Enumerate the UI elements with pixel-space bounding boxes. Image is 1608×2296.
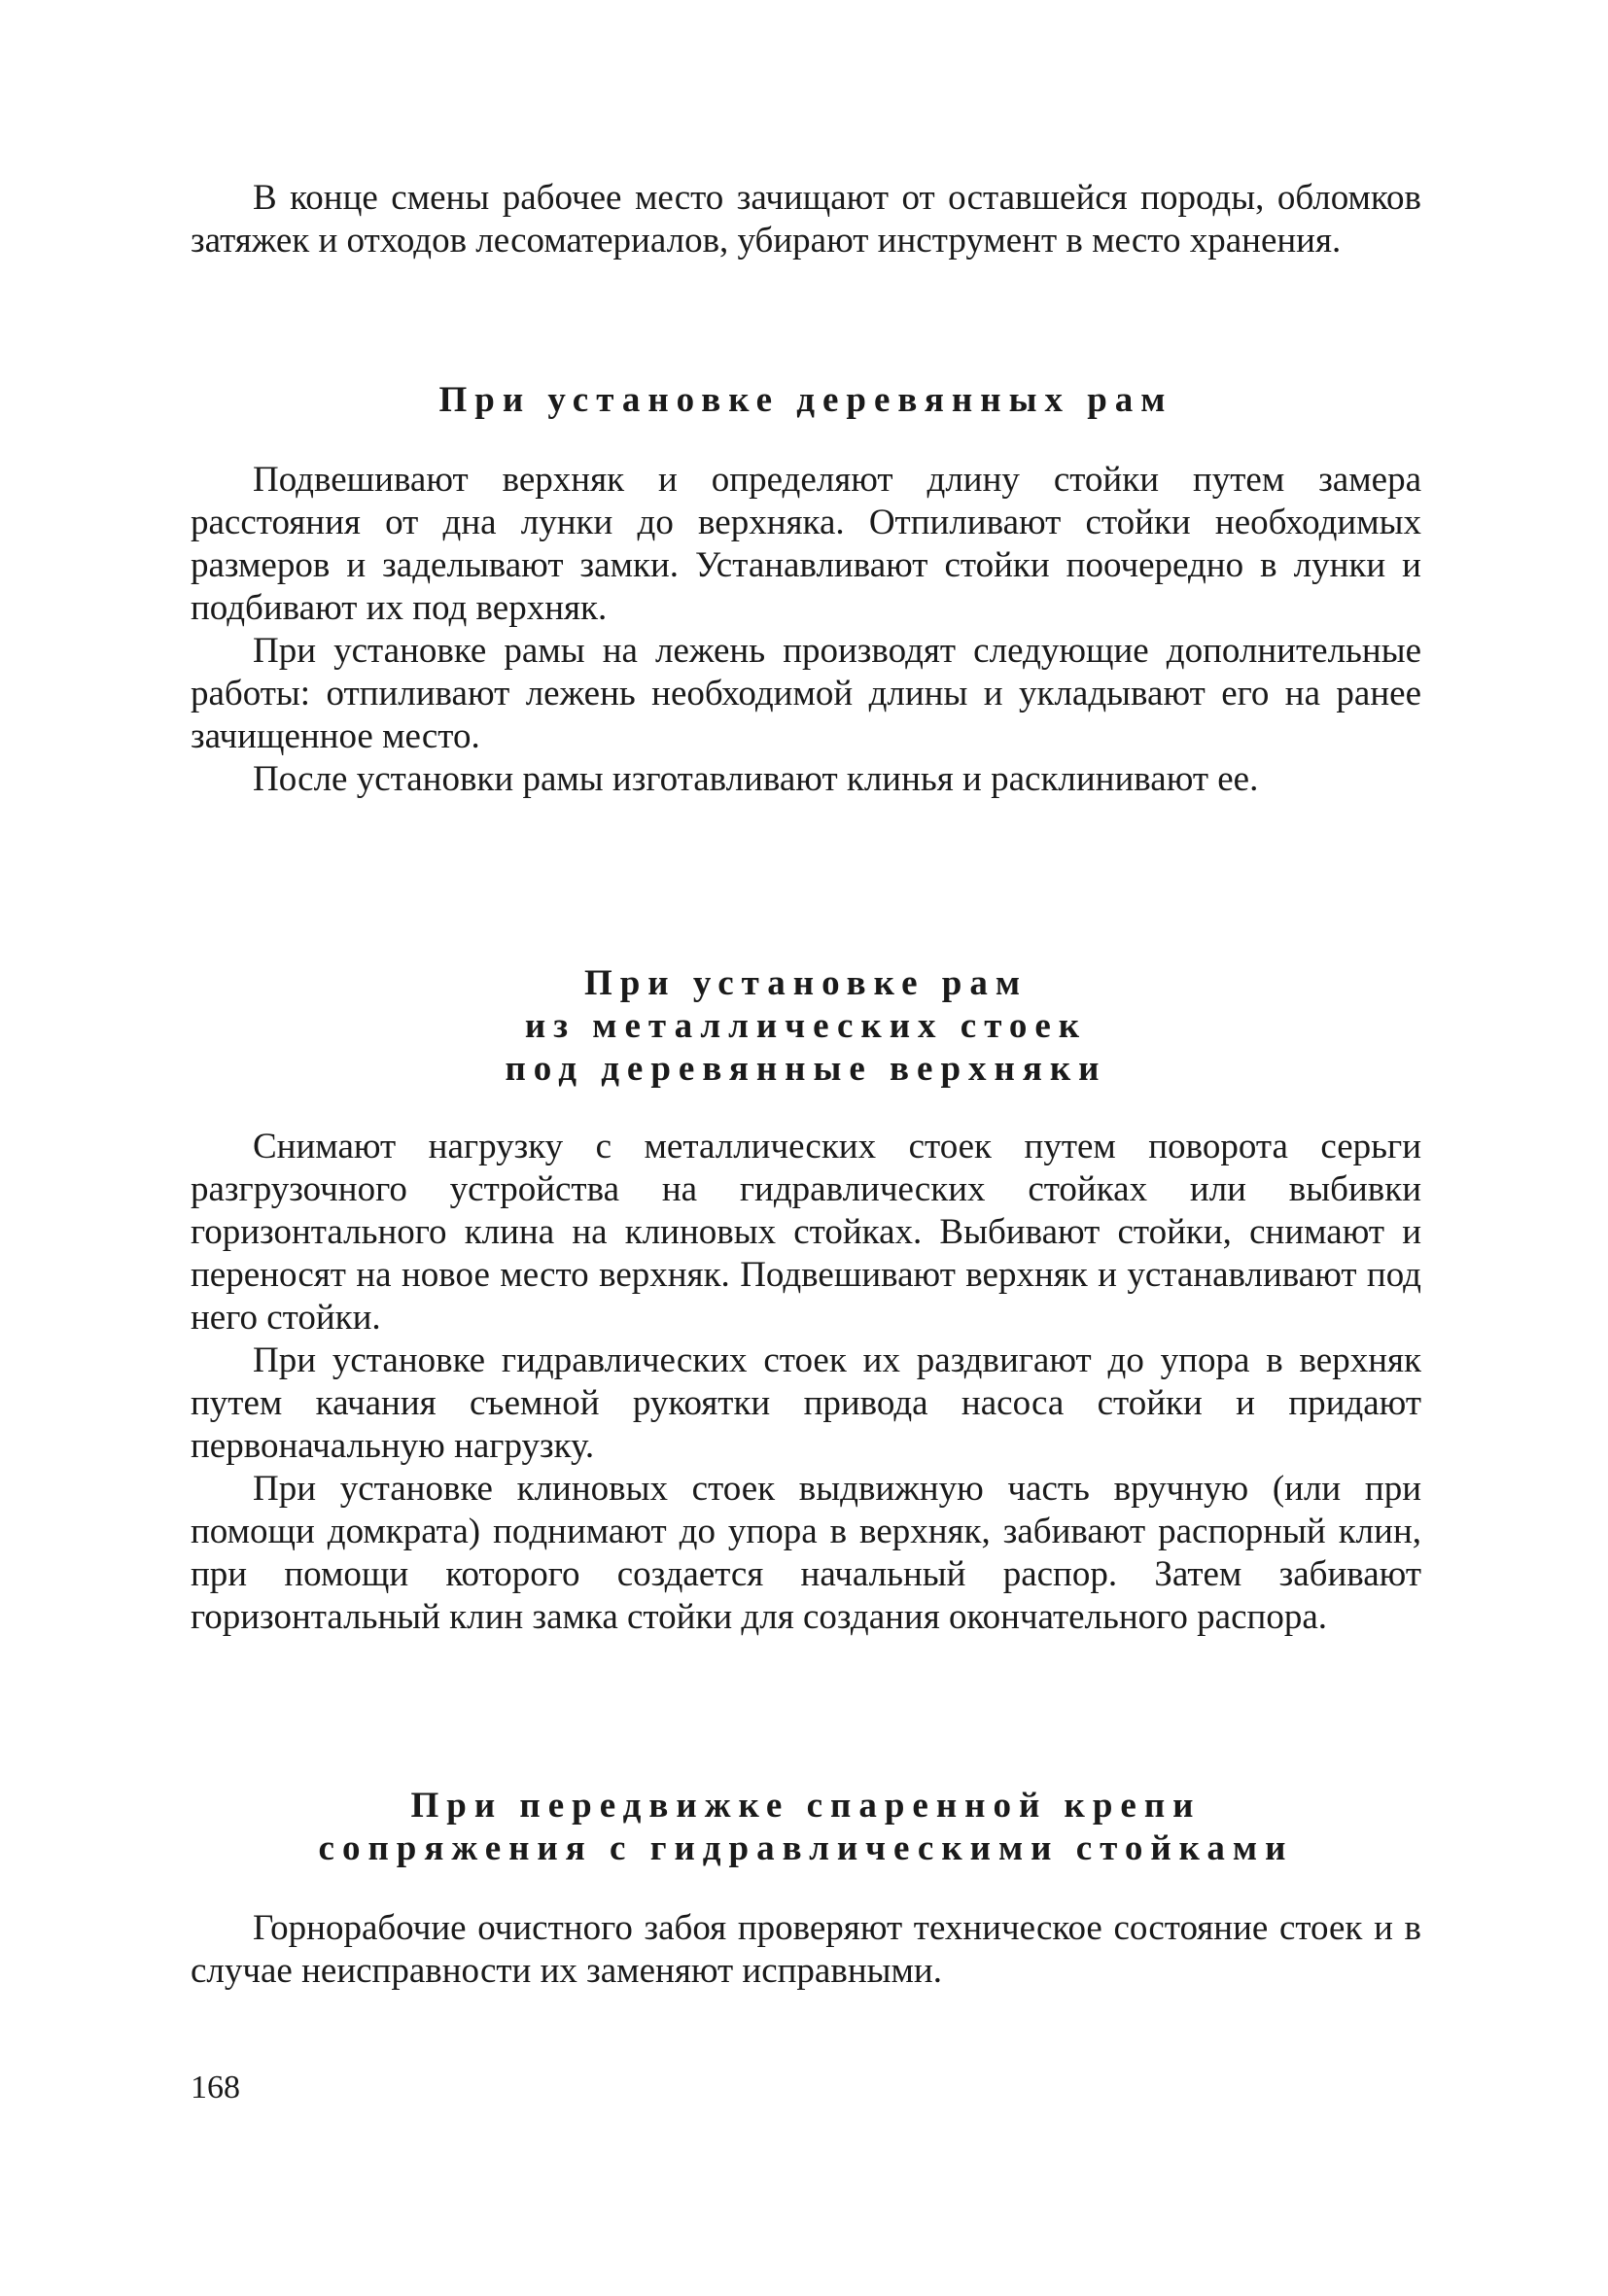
section-3-body [191,1907,1421,1993]
section-2-paragraph: Снимают нагрузку с металлических стоек путем поворота серьги разгрузочного устройства на гидравлических стойках или выбивки горизонтального клина на клиновых стойках. Выбивают стойки, снимают и переносят на новое место верхняк. Подвешивают верхняк и устанавливают под него стойки. [191,1127,1421,1338]
section-2-body [191,1126,1421,1639]
section-1-body [191,459,1421,801]
intro-paragraph: В конце смены рабочее место зачищают от оставшейся породы, обломков затяжек и отходов лесоматериалов, убирают инструмент в место хранения. [191,178,1421,261]
page-number: 168 [191,2070,240,2105]
intro-block [191,177,1421,262]
section-2-heading [191,962,1421,1091]
section-1-heading-line: При установке деревянных рам [438,380,1173,420]
section-3-heading [191,1785,1421,1870]
section-1-heading [191,379,1421,422]
section-3-paragraph: Горнорабочие очистного забоя проверяют техническое состояние стоек и в случае неисправности их заменяют исправными. [191,1908,1421,1991]
section-2-paragraph: При установке гидравлических стоек их раздвигают до упора в верхняк путем качания съемной рукоятки привода насоса стойки и придают первоначальную нагрузку. [191,1340,1421,1466]
section-2-heading-line: из металлических стоек [524,1006,1088,1046]
section-2-heading-line: При установке рам [583,963,1029,1003]
section-1-paragraph: После установки рамы изготавливают клинья и расклинивают ее. [253,759,1259,799]
section-2-paragraph: При установке клиновых стоек выдвижную часть вручную (или при помощи домкрата) поднимают до упора в верхняк, забивают распорный клин, при помощи которого создается начальный распор. Затем забивают горизонтальный клин замка стойки для создания окончательного распора. [191,1469,1421,1637]
section-2-heading-line: под деревянные верхняки [505,1049,1107,1089]
section-3-heading-line: При передвижке спаренной крепи [410,1786,1202,1826]
section-1-paragraph: При установке рамы на лежень производят следующие дополнительные работы: отпиливают лежень необходимой длины и укладывают его на ранее зачищенное место. [191,631,1421,756]
section-1-paragraph: Подвешивают верхняк и определяют длину стойки путем замера расстояния от дна лунки до верхняка. Отпиливают стойки необходимых размеров и заделывают замки. Устанавливают стойки поочередно в лунки и подбивают их под верхняк. [191,460,1421,628]
section-3-heading-line: сопряжения с гидравлическими стойками [318,1828,1294,1868]
